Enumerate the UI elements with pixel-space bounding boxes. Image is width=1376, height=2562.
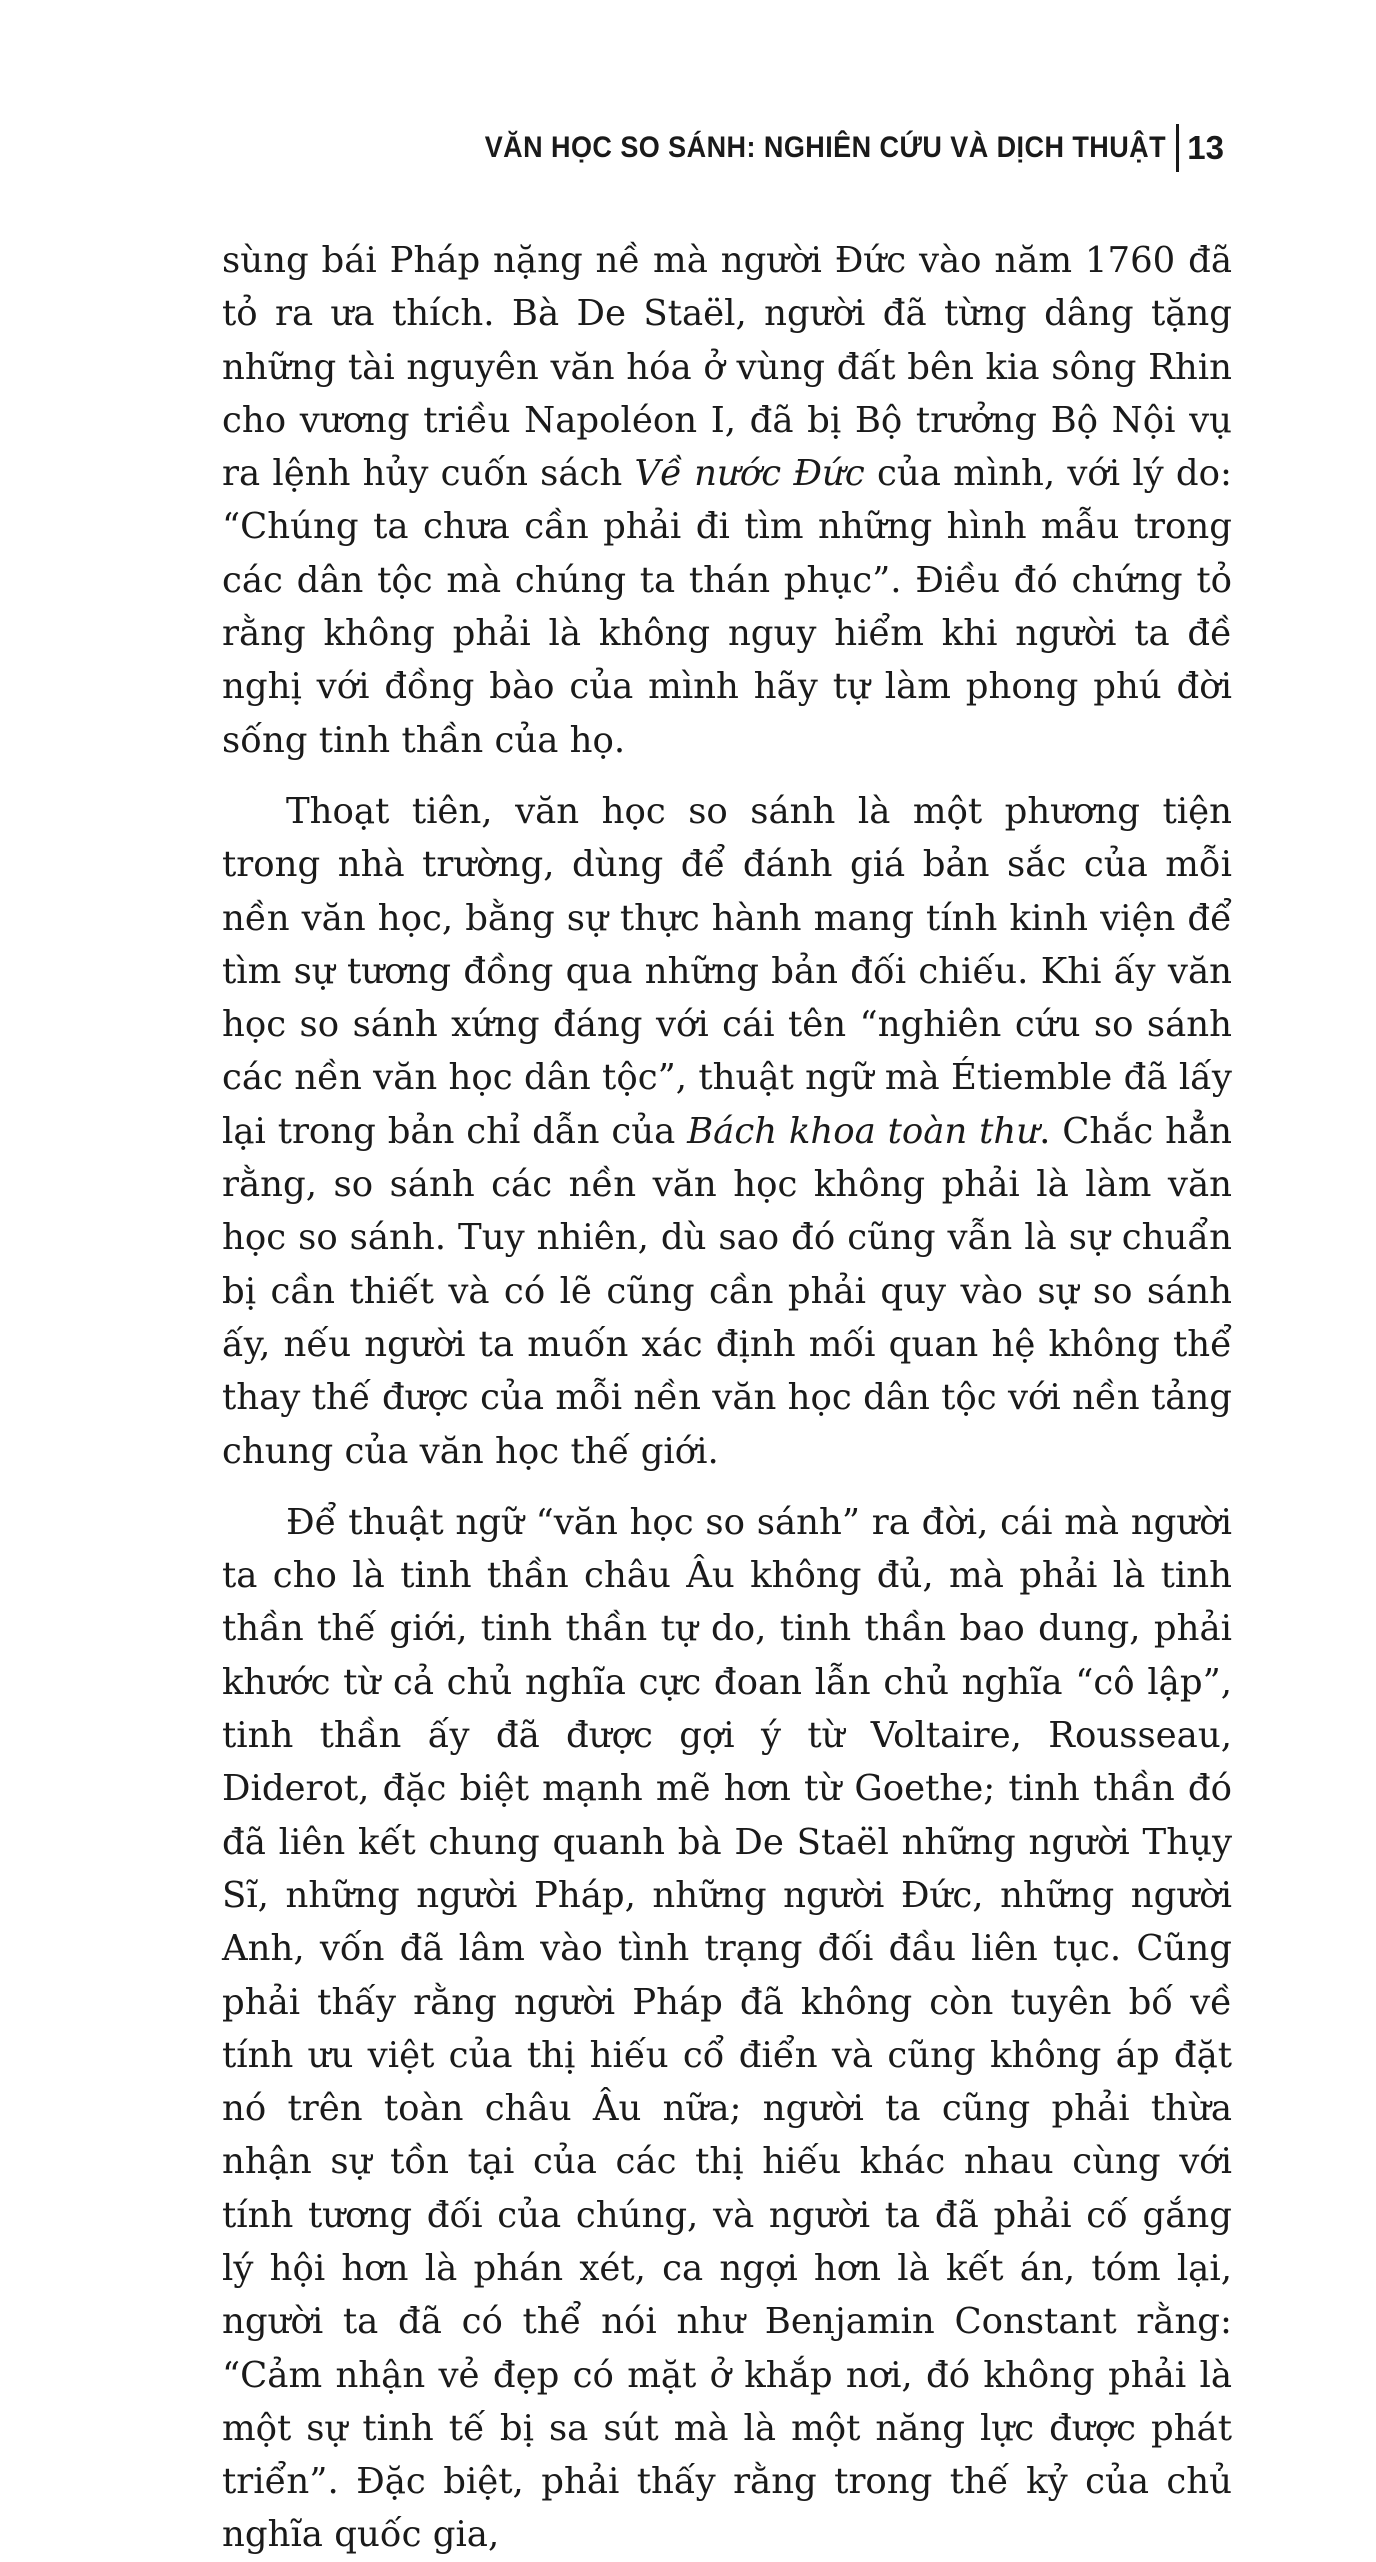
running-header-title: VĂN HỌC SO SÁNH: NGHIÊN CỨU VÀ DỊCH THUẬT [484,131,1167,164]
page-body [222,234,1232,2562]
paragraph-1 [222,234,1232,767]
page-number: 13 [1187,129,1224,166]
paragraph-2-text: Thoạt tiên, văn học so sánh là một phương tiện trong nhà trường, dùng để đánh giá bản sắc của mỗi nền văn học, bằng sự thực hành mang tính kinh viện để tìm sự tương đồng qua những bản đối chiếu. Khi ấy văn học so sánh xứng đáng với cái tên “nghiên cứu so sánh các nền văn học dân tộc”, thuật ngữ mà Étiemble đã lấy lại trong bản chỉ dẫn của [222,790,1232,1152]
paragraph-2-text-cont: . Chắc hẳn rằng, so sánh các nền văn học không phải là làm văn học so sánh. Tuy nhiên, dù sao đó cũng vẫn là sự chuẩn bị cần thiết và có lẽ cũng cần phải quy vào sự so sánh ấy, nếu người ta muốn xác định mối quan hệ không thể thay thế được của mỗi nền văn học dân tộc với nền tảng chung của văn học thế giới. [222,1110,1232,1472]
paragraph-3 [222,1496,1232,2562]
paragraph-1-text: sùng bái Pháp nặng nề mà người Đức vào năm 1760 đã tỏ ra ưa thích. Bà De Staël, người đã từng dâng tặng những tài nguyên văn hóa ở vùng đất bên kia sông Rhin cho vương triều Napoléon I, đã bị Bộ trưởng Bộ Nội vụ ra lệnh hủy cuốn sách [222,240,1232,495]
paragraph-3-text: Để thuật ngữ “văn học so sánh” ra đời, cái mà người ta cho là tinh thần châu Âu không đủ, mà phải là tinh thần thế giới, tinh thần tự do, tinh thần bao dung, phải khước từ cả chủ nghĩa cực đoan lẫn chủ nghĩa “cô lập”, tinh thần ấy đã được gợi ý từ Voltaire, Rousseau, Diderot, đặc biệt mạnh mẽ hơn từ Goethe; tinh thần đó đã liên kết chung quanh bà De Staël những người Thụy Sĩ, những người Pháp, những người Đức, những người Anh, vốn đã lâm vào tình trạng đối đầu liên tục. Cũng phải thấy rằng người Pháp đã không còn tuyên bố về tính ưu việt của thị hiếu cổ điển và cũng không áp đặt nó trên toàn châu Âu nữa; người ta cũng phải thừa nhận sự tồn tại của các thị hiếu khác nhau cùng với tính tương đối của chúng, và người ta đã phải cố gắng lý hội hơn là phán xét, ca ngợi hơn là kết án, tóm lại, người ta đã có thể nói như Benjamin Constant rằng: “Cảm nhận vẻ đẹp có mặt ở khắp nơi, đó không phải là một sự tinh tế bị sa sút mà là một năng lực được phát triển”. Đặc biệt, phải thấy rằng trong thế kỷ của chủ nghĩa quốc gia, [222,1501,1232,2556]
running-header [409,118,1224,178]
paragraph-1-text-cont: của mình, với lý do: “Chúng ta chưa cần phải đi tìm những hình mẫu trong các dân tộc mà chúng ta thán phục”. Điều đó chứng tỏ rằng không phải là không nguy hiểm khi người ta đề nghị với đồng bào của mình hãy tự làm phong phú đời sống tinh thần của họ. [222,453,1232,761]
header-divider [1176,124,1179,172]
book-title-ve-nuoc-duc: Về nước Đức [634,453,865,495]
book-title-bach-khoa-toan-thu: Bách khoa toàn thư [687,1110,1040,1152]
paragraph-2 [222,785,1232,1478]
